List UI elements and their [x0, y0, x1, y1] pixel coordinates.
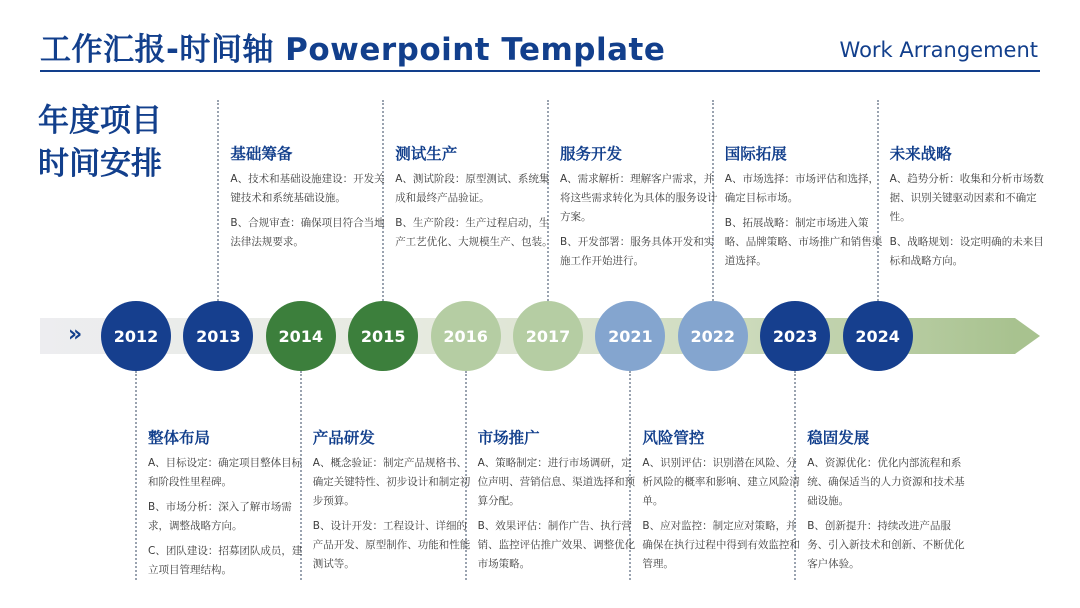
timeline-arrow-tip [1015, 318, 1040, 354]
year-label: 2022 [690, 326, 736, 346]
phase-block [807, 426, 965, 580]
year-circle [760, 301, 830, 371]
phase-item: B、设计开发：工程设计、详细的产品开发、原型制作、功能和性能测试等。 [312, 520, 471, 570]
year-label: 2021 [608, 326, 653, 346]
phase-item: B、效果评估：制作广告、执行营销、监控评估推广效果、调整优化市场策略。 [477, 520, 636, 570]
year-label: 2012 [113, 326, 159, 346]
phase-item: A、测试阶段：原型测试、系统集成和最终产品验证。 [395, 173, 550, 204]
phase-block [642, 426, 800, 580]
year-label: 2014 [278, 326, 324, 346]
year-circle [348, 301, 418, 371]
phase-title: 未来战略 [889, 145, 952, 163]
year-label: 2024 [855, 326, 900, 346]
year-label: 2023 [772, 326, 818, 346]
phase-block [230, 142, 388, 258]
year-circle [843, 301, 913, 371]
year-circle [513, 301, 583, 371]
phase-item: A、概念验证：制定产品规格书、确定关键特性、初步设计和制定初步预算。 [312, 457, 471, 507]
phase-block [313, 426, 471, 580]
phase-title: 产品研发 [312, 429, 375, 447]
side-title [38, 100, 162, 186]
phase-item: A、识别评估：识别潜在风险、分析风险的概率和影响、建立风险清单。 [642, 457, 800, 507]
timeline-connector [135, 371, 137, 580]
year-label: 2013 [196, 326, 241, 346]
phase-block [560, 142, 718, 277]
phase-block [890, 142, 1048, 277]
phase-title: 稳固发展 [807, 429, 870, 447]
phase-title: 国际拓展 [724, 145, 787, 163]
phase-item: A、资源优化：优化内部流程和系统、确保适当的人力资源和技术基础设施。 [807, 457, 965, 507]
phase-block [725, 142, 883, 277]
phase-item: B、市场分析：深入了解市场需求，调整战略方向。 [148, 501, 292, 532]
year-circle [266, 301, 336, 371]
phase-item: B、拓展战略：制定市场进入策略、品牌策略、市场推广和销售渠道选择。 [724, 217, 883, 267]
header-divider [40, 70, 1040, 72]
side-title-line-2: 时间安排 [38, 146, 162, 182]
year-circle [595, 301, 665, 371]
phase-item: B、合规审查：确保项目符合当地法律法规要求。 [230, 217, 385, 248]
side-title-line-1: 年度项目 [38, 103, 162, 139]
page-title: 工作汇报-时间轴 Powerpoint Template [40, 32, 666, 68]
timeline-connector [217, 100, 219, 301]
year-label: 2016 [443, 326, 488, 346]
phase-item: A、需求解析：理解客户需求，并将这些需求转化为具体的服务设计方案。 [560, 173, 718, 223]
phase-item: A、趋势分析：收集和分析市场数据、识别关键驱动因素和不确定性。 [889, 173, 1044, 223]
phase-item: A、技术和基础设施建设：开发关键技术和系统基础设施。 [230, 173, 385, 204]
double-chevron-icon: » [68, 322, 83, 347]
phase-item: B、开发部署：服务具体开发和实施工作开始进行。 [560, 236, 715, 267]
year-label: 2015 [360, 326, 406, 346]
phase-item: A、市场选择：市场评估和选择，确定目标市场。 [724, 173, 879, 204]
year-circle [101, 301, 171, 371]
phase-block [478, 426, 636, 580]
page-subtitle: Work Arrangement [839, 38, 1038, 62]
phase-block [148, 426, 306, 586]
phase-item: B、生产阶段：生产过程启动，生产工艺优化、大规模生产、包装。 [395, 217, 553, 248]
year-circle [678, 301, 748, 371]
phase-item: B、战略规划：设定明确的未来目标和战略方向。 [889, 236, 1044, 267]
phase-item: C、团队建设：招募团队成员，建立项目管理结构。 [148, 545, 303, 576]
phase-item: B、创新提升：持续改进产品服务、引入新技术和创新、不断优化客户体验。 [807, 520, 965, 570]
phase-title: 服务开发 [560, 145, 623, 163]
phase-item: B、应对监控：制定应对策略，并确保在执行过程中得到有效监控和管理。 [642, 520, 800, 570]
phase-block [395, 142, 553, 258]
year-circle [431, 301, 501, 371]
phase-title: 测试生产 [395, 145, 458, 163]
phase-item: A、目标设定：确定项目整体目标和阶段性里程碑。 [148, 457, 303, 488]
phase-title: 整体布局 [148, 429, 211, 447]
phase-title: 市场推广 [477, 429, 540, 447]
phase-item: A、策略制定：进行市场调研，定位声明、营销信息、渠道选择和预算分配。 [477, 457, 636, 507]
year-label: 2017 [525, 326, 571, 346]
year-circle [183, 301, 253, 371]
phase-title: 基础筹备 [230, 145, 293, 163]
phase-title: 风险管控 [642, 429, 705, 447]
